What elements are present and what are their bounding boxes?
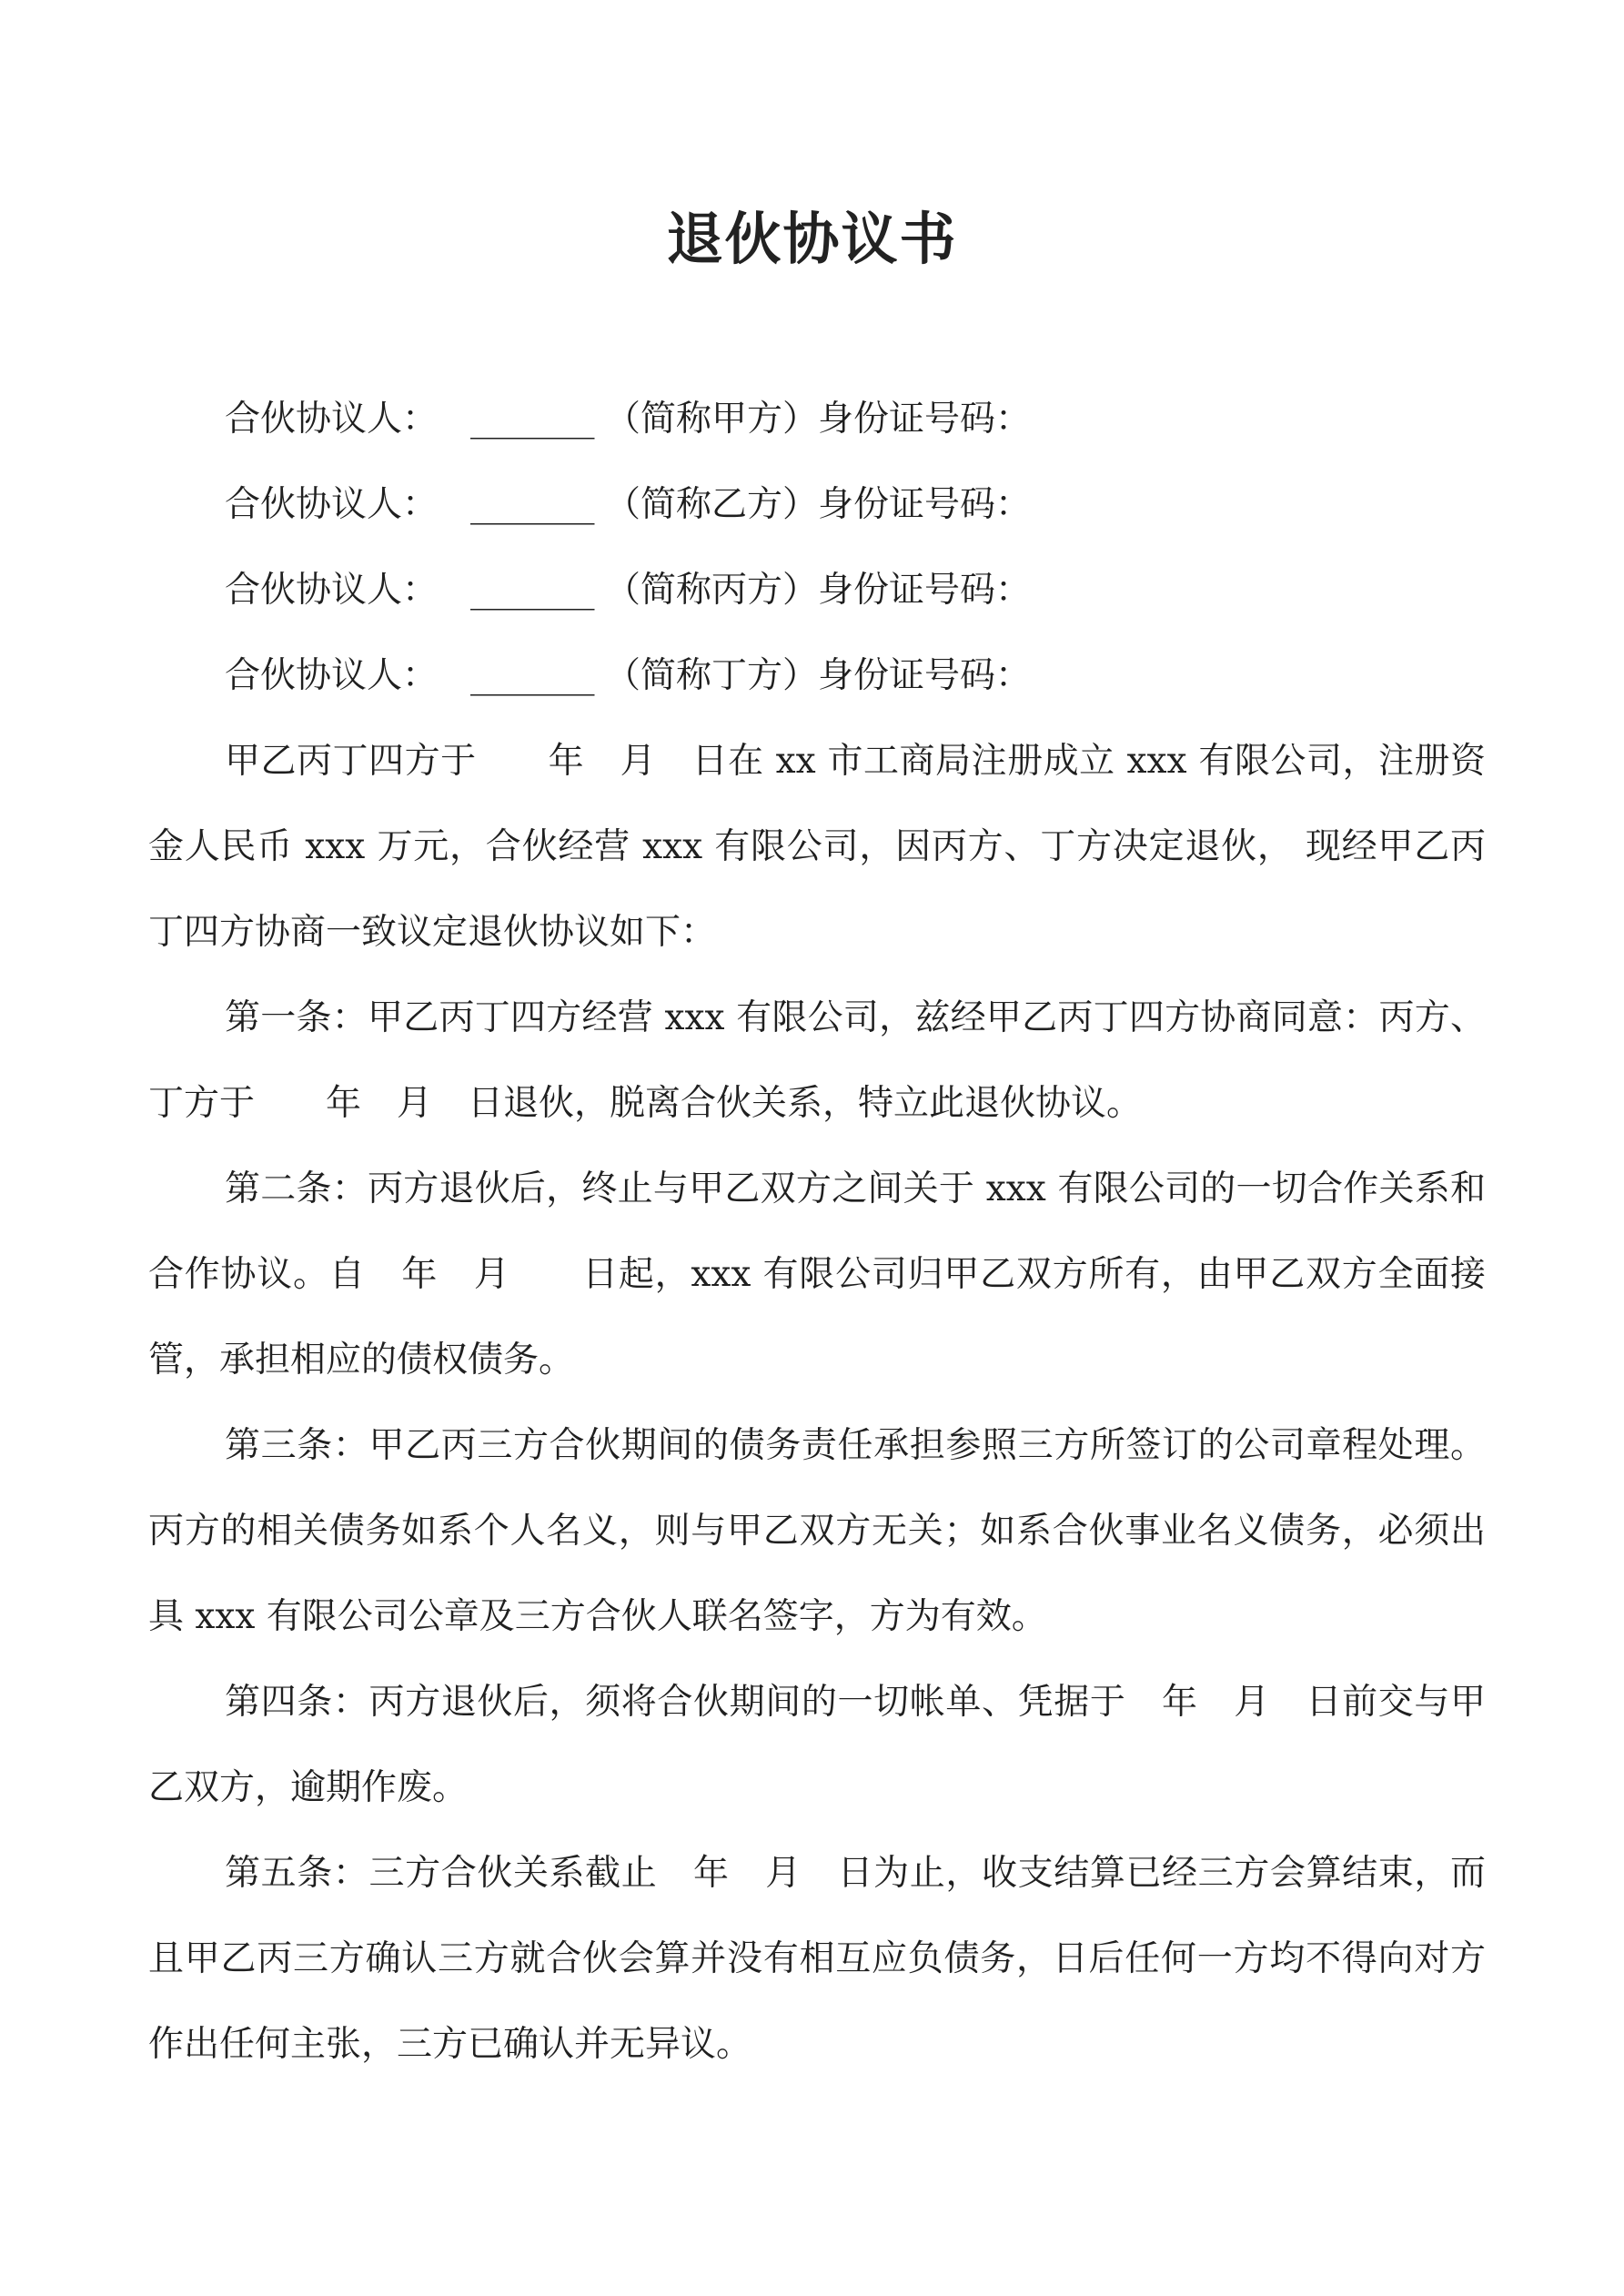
party-id-label: （简称丙方）身份证号码：	[605, 570, 1032, 611]
party-name-blank: _______	[470, 570, 595, 611]
party-line-bing	[148, 548, 1486, 633]
party-id-label: （简称丁方）身份证号码：	[605, 655, 1032, 696]
party-label: 合伙协议人：	[225, 655, 439, 696]
party-label: 合伙协议人：	[225, 570, 439, 611]
article-5-paragraph: 第五条：三方合伙关系截止 年 月 日为止，收支结算已经三方会算结束，而且甲乙丙三方确认三方就合伙会算并没有相互应负债务，日后任何一方均不得向对方作出任何主张，三方已确认并无异议。	[148, 1853, 1486, 2065]
article-4-paragraph: 第四条：丙方退伙后，须将合伙期间的一切帐单、凭据于 年 月 日前交与甲乙双方，逾期作废。	[148, 1682, 1486, 1808]
party-label: 合伙协议人：	[225, 399, 439, 440]
party-label: 合伙协议人：	[225, 484, 439, 525]
party-line-ding	[148, 633, 1486, 719]
document-body	[148, 377, 1486, 2088]
intro-paragraph: 甲乙丙丁四方于 年 月 日在 xx 市工商局注册成立 xxx 有限公司，注册资金人民币 xxx 万元，合伙经营 xxx 有限公司，因丙方、丁方决定退伙， 现经甲乙丙丁四方协商一致议定退伙协议如下：	[148, 741, 1486, 953]
party-line-yi	[148, 462, 1486, 548]
party-name-blank: _______	[470, 484, 595, 525]
article-2-paragraph: 第二条：丙方退伙后，终止与甲乙双方之间关于 xxx 有限公司的一切合作关系和合作协议。自 年 月 日起，xxx 有限公司归甲乙双方所有，由甲乙双方全面接管，承担相应的债权债务。	[148, 1168, 1486, 1381]
article-3-paragraph: 第三条：甲乙丙三方合伙期间的债务责任承担参照三方所签订的公司章程处理。丙方的相关债务如系个人名义，则与甲乙双方无关；如系合伙事业名义债务，必须出具 xxx 有限公司公章及三方合伙人联名签字，方为有效。	[148, 1425, 1486, 1637]
party-name-blank: _______	[470, 655, 595, 696]
party-name-blank: _______	[470, 399, 595, 440]
article-1-paragraph: 第一条：甲乙丙丁四方经营 xxx 有限公司，兹经甲乙丙丁四方协商同意：丙方、丁方于 年 月 日退伙，脱离合伙关系，特立此退伙协议。	[148, 997, 1486, 1124]
party-line-jia	[148, 377, 1486, 462]
document-title: 退伙协议书	[666, 206, 958, 272]
party-id-label: （简称乙方）身份证号码：	[605, 484, 1032, 525]
party-id-label: （简称甲方）身份证号码：	[605, 399, 1032, 440]
